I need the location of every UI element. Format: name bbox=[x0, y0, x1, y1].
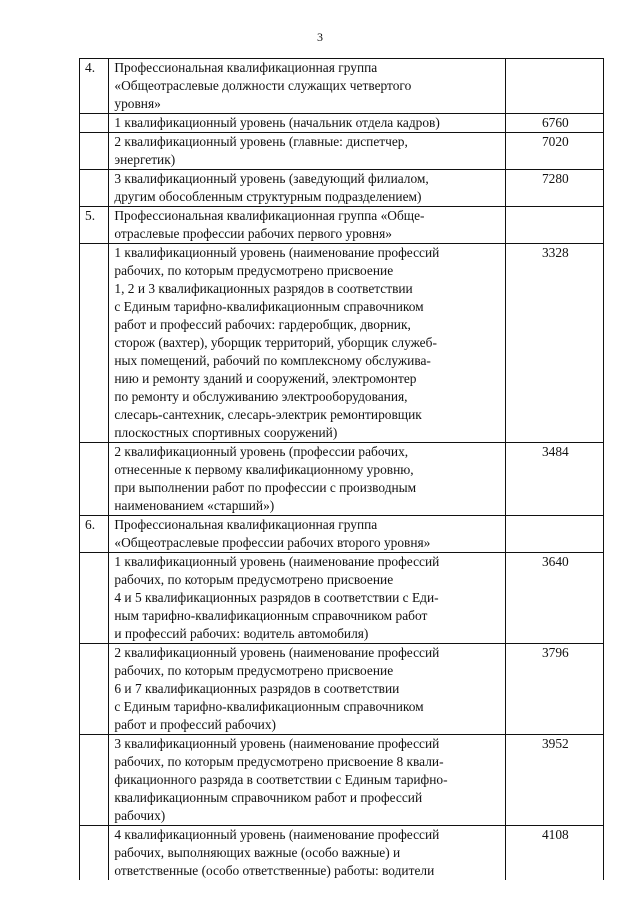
description-cell bbox=[109, 114, 505, 133]
description-line: рабочих, по которым предусмотрено присвоение 8 квали- bbox=[114, 754, 444, 769]
salary-value-cell: 3328 bbox=[505, 244, 603, 443]
description-line: слесарь-сантехник, слесарь-электрик ремонтировщик bbox=[114, 407, 422, 422]
row-number-cell bbox=[80, 443, 109, 516]
description-line: с Единым тарифно-квалификационным справочником bbox=[114, 699, 424, 714]
description-line: рабочих, выполняющих важные (особо важные) и bbox=[114, 845, 401, 860]
description-line: отнесенные к первому квалификационному уровню, bbox=[114, 462, 414, 477]
salary-value-cell: 3796 bbox=[505, 644, 603, 735]
row-number-cell bbox=[80, 133, 109, 170]
salary-value-cell: 6760 bbox=[505, 114, 603, 133]
description-line: уровня» bbox=[114, 96, 161, 111]
table-row bbox=[80, 826, 604, 881]
description-line: Профессиональная квалификационная группа bbox=[114, 60, 378, 75]
description-line: 1, 2 и 3 квалификационных разрядов в соответствии bbox=[114, 281, 413, 296]
table-row bbox=[80, 170, 604, 207]
description-line: 6 и 7 квалификационных разрядов в соответствии bbox=[114, 681, 400, 696]
salary-value-cell bbox=[505, 516, 603, 553]
description-line: 3 квалификационный уровень (наименование профессий bbox=[114, 736, 440, 751]
description-line: сторож (вахтер), уборщик территорий, уборщик служеб- bbox=[114, 335, 437, 350]
description-line: работ и профессий рабочих: гардеробщик, дворник, bbox=[114, 317, 411, 332]
description-line: и профессий рабочих: водитель автомобиля) bbox=[114, 626, 369, 641]
row-number-cell bbox=[80, 553, 109, 644]
description-line: плоскостных спортивных сооружений) bbox=[114, 425, 338, 440]
description-line: 1 квалификационный уровень (начальник отдела кадров) bbox=[114, 115, 440, 130]
description-cell bbox=[109, 826, 505, 881]
salary-value-cell: 7280 bbox=[505, 170, 603, 207]
description-line: фикационного разряда в соответствии с Единым тарифно- bbox=[114, 772, 448, 787]
table-row bbox=[80, 114, 604, 133]
description-line: по ремонту и обслуживанию электрооборудования, bbox=[114, 389, 408, 404]
description-line: 4 квалификационный уровень (наименование профессий bbox=[114, 827, 440, 842]
table-row bbox=[80, 133, 604, 170]
salary-value-cell: 3484 bbox=[505, 443, 603, 516]
description-cell bbox=[109, 443, 505, 516]
row-number-cell bbox=[80, 170, 109, 207]
description-line: при выполнении работ по профессии с производным bbox=[114, 480, 417, 495]
description-line: рабочих, по которым предусмотрено присвоение bbox=[114, 263, 394, 278]
description-cell bbox=[109, 553, 505, 644]
row-number-cell bbox=[80, 244, 109, 443]
description-line: другим обособленным структурным подразделением) bbox=[114, 189, 422, 204]
description-line: рабочих, по которым предусмотрено присвоение bbox=[114, 663, 394, 678]
description-cell bbox=[109, 244, 505, 443]
row-number-cell bbox=[80, 735, 109, 826]
table-row bbox=[80, 553, 604, 644]
description-line: рабочих) bbox=[114, 808, 166, 823]
description-line: 2 квалификационный уровень (профессии рабочих, bbox=[114, 444, 409, 459]
description-line: работ и профессий рабочих) bbox=[114, 717, 277, 732]
row-number-cell: 6. bbox=[80, 516, 109, 553]
description-line: 2 квалификационный уровень (главные: диспетчер, bbox=[114, 134, 408, 149]
salary-value-cell: 3640 bbox=[505, 553, 603, 644]
description-line: с Единым тарифно-квалификационным справочником bbox=[114, 299, 424, 314]
description-line: 3 квалификационный уровень (заведующий филиалом, bbox=[114, 171, 429, 186]
table-row bbox=[80, 59, 604, 114]
description-cell bbox=[109, 133, 505, 170]
description-cell bbox=[109, 735, 505, 826]
description-line: рабочих, по которым предусмотрено присвоение bbox=[114, 572, 394, 587]
description-line: Профессиональная квалификационная группа bbox=[114, 517, 378, 532]
table-row bbox=[80, 516, 604, 553]
description-line: ответственные (особо ответственные) работы: водители bbox=[114, 863, 435, 878]
description-line: 2 квалификационный уровень (наименование профессий bbox=[114, 645, 440, 660]
row-number-cell bbox=[80, 644, 109, 735]
table-row bbox=[80, 735, 604, 826]
description-line: Профессиональная квалификационная группа «Обще- bbox=[114, 208, 425, 223]
page-number: 3 bbox=[317, 30, 323, 44]
description-line: нию и ремонту зданий и сооружений, электромонтер bbox=[114, 371, 417, 386]
description-line: 1 квалификационный уровень (наименование профессий bbox=[114, 554, 440, 569]
description-line: энергетик) bbox=[114, 152, 176, 167]
description-line: 4 и 5 квалификационных разрядов в соответствии с Еди- bbox=[114, 590, 439, 605]
description-cell bbox=[109, 207, 505, 244]
row-number-cell bbox=[80, 826, 109, 881]
description-line: ных помещений, рабочий по комплексному обслужива- bbox=[114, 353, 431, 368]
table-body bbox=[80, 59, 604, 881]
table-row bbox=[80, 244, 604, 443]
salary-value-cell bbox=[505, 207, 603, 244]
table-row bbox=[80, 207, 604, 244]
description-cell bbox=[109, 516, 505, 553]
row-number-cell: 4. bbox=[80, 59, 109, 114]
description-line: наименованием «старший») bbox=[114, 498, 275, 513]
table-row bbox=[80, 644, 604, 735]
salary-value-cell: 3952 bbox=[505, 735, 603, 826]
description-line: квалификационным справочником работ и профессий bbox=[114, 790, 423, 805]
qualification-table bbox=[79, 58, 604, 880]
description-cell bbox=[109, 59, 505, 114]
description-cell bbox=[109, 644, 505, 735]
description-line: «Общеотраслевые профессии рабочих второго уровня» bbox=[114, 535, 431, 550]
salary-value-cell: 4108 bbox=[505, 826, 603, 881]
description-cell bbox=[109, 170, 505, 207]
description-line: ным тарифно-квалификационным справочником работ bbox=[114, 608, 428, 623]
salary-value-cell: 7020 bbox=[505, 133, 603, 170]
salary-value-cell bbox=[505, 59, 603, 114]
description-line: 1 квалификационный уровень (наименование профессий bbox=[114, 245, 440, 260]
description-line: отраслевые профессии рабочих первого уровня» bbox=[114, 226, 392, 241]
description-line: «Общеотраслевые должности служащих четвертого bbox=[114, 78, 412, 93]
table-row bbox=[80, 443, 604, 516]
row-number-cell bbox=[80, 114, 109, 133]
row-number-cell: 5. bbox=[80, 207, 109, 244]
